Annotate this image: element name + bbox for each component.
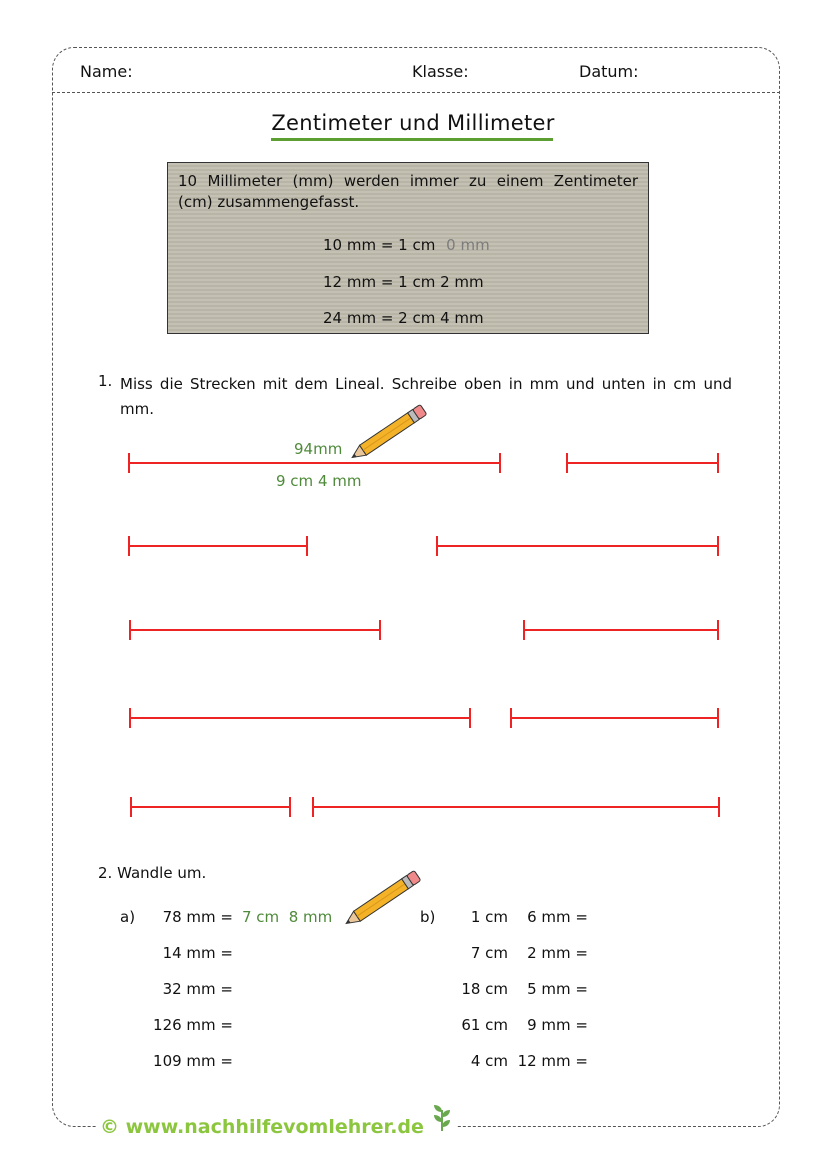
title-underline xyxy=(271,138,553,141)
measure-segment xyxy=(129,620,381,640)
info-text: 10 Millimeter (mm) werden immer zu einem Zentimeter (cm) zusammengefasst. xyxy=(178,172,638,211)
measure-segment xyxy=(566,453,719,473)
example-mm-answer: 94mm xyxy=(294,440,343,458)
task2-a-item: 109 mm = xyxy=(153,1052,233,1070)
measure-segment xyxy=(510,708,719,728)
name-label: Name: xyxy=(80,62,133,81)
task2-a-item: 32 mm = xyxy=(162,980,233,998)
task2-b-item: 1 cm 6 mm = xyxy=(470,908,588,926)
measure-segment xyxy=(523,620,719,640)
date-label: Datum: xyxy=(579,62,639,81)
leaf-icon xyxy=(427,1104,457,1136)
info-box xyxy=(167,162,649,334)
task2-b-item: 4 cm 12 mm = xyxy=(470,1052,588,1070)
task2-a-example-answer: 7 cm 8 mm xyxy=(242,908,333,926)
info-equation-1-right: 0 mm xyxy=(446,236,490,254)
measure-segment xyxy=(128,536,308,556)
measure-segment xyxy=(436,536,719,556)
measure-segment xyxy=(129,708,471,728)
task2-heading: 2. Wandle um. xyxy=(98,864,207,882)
task1-text: Miss die Strecken mit dem Lineal. Schreibe oben in mm und unten in cm und mm. xyxy=(120,375,732,418)
measure-segment xyxy=(128,453,501,473)
info-equation-2: 12 mm = 1 cm 2 mm xyxy=(323,273,484,291)
header-divider xyxy=(52,92,780,93)
task2-a-item: 126 mm = xyxy=(153,1016,233,1034)
task2-b-item: 61 cm 9 mm = xyxy=(461,1016,588,1034)
info-equation-1-left: 10 mm = 1 cm xyxy=(323,236,436,254)
measure-segment xyxy=(130,797,291,817)
footer-copyright: © www.nachhilfevomlehrer.de xyxy=(96,1116,428,1138)
task2-b-item: 7 cm 2 mm = xyxy=(470,944,588,962)
task2-a-label: a) xyxy=(120,908,136,926)
page-title: Zentimeter und Millimeter xyxy=(271,111,555,135)
task2-a-item: 78 mm = xyxy=(162,908,233,926)
task2-b-item: 18 cm 5 mm = xyxy=(461,980,588,998)
example-cm-mm-answer: 9 cm 4 mm xyxy=(276,472,362,490)
pencil-icon xyxy=(334,870,429,930)
task2-b-label: b) xyxy=(420,908,436,926)
class-label: Klasse: xyxy=(412,62,469,81)
measure-segment xyxy=(312,797,720,817)
info-equation-3: 24 mm = 2 cm 4 mm xyxy=(323,309,484,327)
task1-number: 1. xyxy=(98,372,113,390)
task2-a-item: 14 mm = xyxy=(162,944,233,962)
info-equation-1 xyxy=(323,236,490,254)
